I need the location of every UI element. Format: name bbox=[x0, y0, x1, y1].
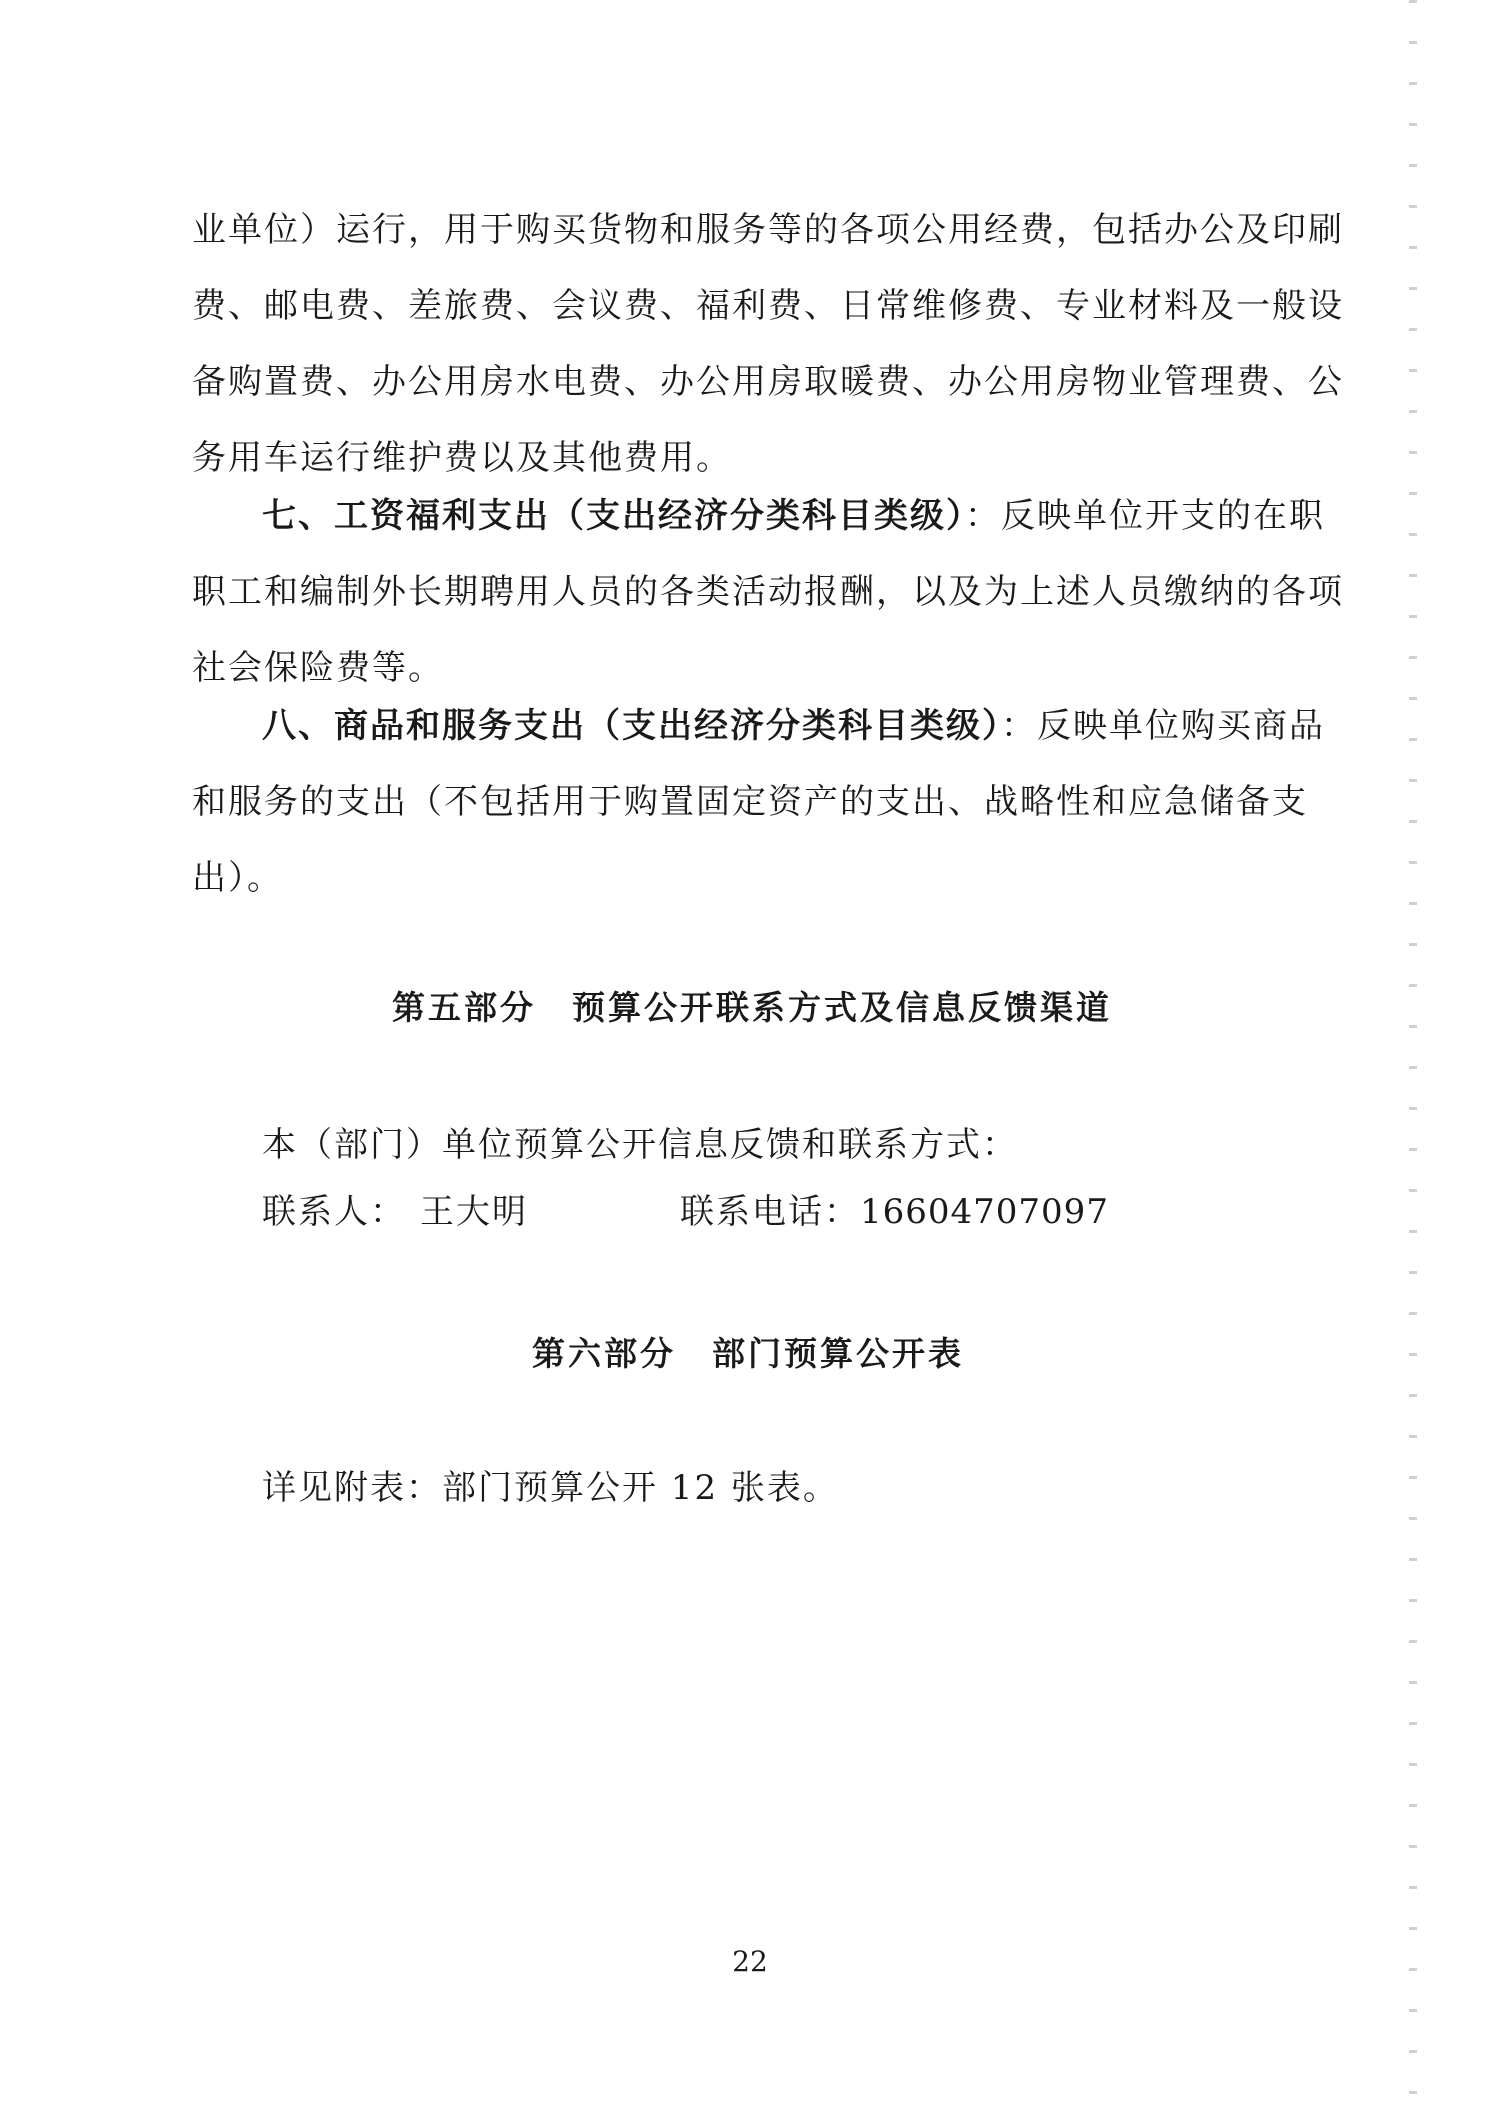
paragraph-line: 务用车运行维护费以及其他费用。 bbox=[192, 438, 732, 478]
contact-row bbox=[262, 1192, 1109, 1232]
contact-phone-value: 16604707097 bbox=[860, 1192, 1109, 1232]
item-seven-text: ：反映单位开支的在职 bbox=[965, 496, 1325, 536]
contact-person-name: 王大明 bbox=[420, 1192, 528, 1232]
page-number: 22 bbox=[732, 1945, 768, 1978]
paragraph-line: 职工和编制外长期聘用人员的各类活动报酬，以及为上述人员缴纳的各项 bbox=[192, 572, 1344, 612]
item-eight-first-line bbox=[262, 706, 1362, 746]
item-seven-title: 七、工资福利支出（支出经济分类科目类级） bbox=[262, 496, 965, 536]
section-five-heading: 第五部分 预算公开联系方式及信息反馈渠道 bbox=[392, 988, 1112, 1027]
appendix-note: 详见附表：部门预算公开 12 张表。 bbox=[262, 1468, 839, 1508]
contact-intro: 本（部门）单位预算公开信息反馈和联系方式： bbox=[262, 1125, 1018, 1165]
paragraph-line: 和服务的支出（不包括用于购置固定资产的支出、战略性和应急储备支 bbox=[192, 782, 1308, 822]
contact-person-label: 联系人： bbox=[262, 1192, 406, 1232]
paragraph-line: 社会保险费等。 bbox=[192, 648, 444, 688]
section-six-heading: 第六部分 部门预算公开表 bbox=[532, 1334, 964, 1373]
paragraph-line: 费、邮电费、差旅费、会议费、福利费、日常维修费、专业材料及一般设 bbox=[192, 286, 1344, 326]
contact-phone-label: 联系电话： bbox=[680, 1192, 860, 1232]
contact-phone bbox=[680, 1192, 1109, 1232]
paragraph-line: 业单位）运行，用于购买货物和服务等的各项公用经费，包括办公及印刷 bbox=[192, 210, 1344, 250]
paragraph-line: 出）。 bbox=[192, 858, 283, 898]
item-seven-first-line bbox=[262, 496, 1362, 536]
item-eight-title: 八、商品和服务支出（支出经济分类科目类级） bbox=[262, 706, 1001, 746]
item-eight-text: ：反映单位购买商品 bbox=[1001, 706, 1325, 746]
paragraph-line: 备购置费、办公用房水电费、办公用房取暖费、办公用房物业管理费、公 bbox=[192, 362, 1344, 402]
scan-edge-marks bbox=[1409, 0, 1417, 2102]
